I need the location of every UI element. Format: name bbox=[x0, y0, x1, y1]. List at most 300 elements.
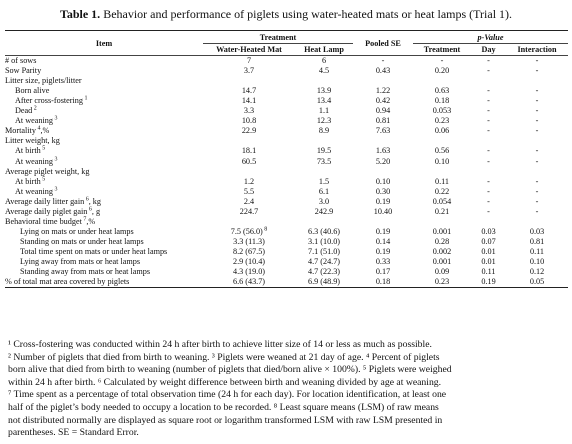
cell-pooled-se-value: 0.33 bbox=[375, 256, 391, 266]
cell-p-treatment-value: 0.10 bbox=[434, 156, 450, 166]
cell-p-treatment bbox=[413, 167, 471, 177]
cell-mat bbox=[203, 56, 295, 67]
cell-p-interaction-value: - bbox=[535, 106, 539, 116]
cell-pooled-se bbox=[353, 116, 413, 126]
cell-p-day-value: - bbox=[487, 56, 490, 66]
cell-p-treatment bbox=[413, 146, 471, 156]
cell-mat bbox=[203, 136, 295, 146]
row-label bbox=[5, 227, 203, 237]
cell-mat bbox=[203, 157, 295, 167]
cell-pooled-se-value: 0.19 bbox=[375, 226, 391, 236]
cell-mat-value: 224.7 bbox=[239, 206, 259, 216]
cell-mat-value: 7.5 (56.0) bbox=[230, 226, 263, 236]
row-label-text: Dead bbox=[15, 106, 33, 116]
cell-lamp bbox=[295, 76, 353, 86]
cell-pooled-se-value: 0.10 bbox=[375, 176, 391, 186]
row-label bbox=[5, 237, 203, 247]
table-row bbox=[5, 126, 568, 136]
cell-p-treatment-value: 0.18 bbox=[434, 96, 450, 106]
cell-p-day-value: 0.19 bbox=[481, 277, 496, 287]
row-label-text: Total time spent on mats or under heat lamps bbox=[20, 246, 168, 256]
row-label bbox=[5, 76, 203, 86]
cell-mat-value: 60.5 bbox=[241, 156, 257, 166]
row-label bbox=[5, 257, 203, 267]
cell-p-interaction-value: - bbox=[535, 186, 539, 196]
cell-p-interaction-value: - bbox=[535, 56, 539, 66]
cell-p-day bbox=[471, 257, 506, 267]
row-label-text: Average daily piglet gain bbox=[5, 206, 88, 216]
cell-pooled-se bbox=[353, 66, 413, 76]
cell-p-day bbox=[471, 207, 506, 217]
row-label bbox=[5, 116, 203, 126]
cell-mat-value: 22.9 bbox=[241, 126, 257, 136]
footnote-ref: 2 bbox=[32, 105, 37, 112]
cell-p-treatment-value: 0.11 bbox=[434, 176, 450, 186]
cell-mat-value: 18.1 bbox=[241, 146, 257, 156]
cell-p-interaction bbox=[506, 227, 568, 237]
cell-pooled-se-value: 0.19 bbox=[375, 196, 391, 206]
cell-mat bbox=[203, 257, 295, 267]
row-label bbox=[5, 187, 203, 197]
cell-lamp-value: 242.9 bbox=[314, 206, 334, 216]
cell-p-day bbox=[471, 277, 506, 288]
cell-lamp bbox=[295, 116, 353, 126]
cell-p-treatment bbox=[413, 106, 471, 116]
table-row bbox=[5, 247, 568, 257]
cell-p-day bbox=[471, 217, 506, 227]
cell-pooled-se-value: 0.14 bbox=[375, 236, 391, 246]
footnote-ref: 5 bbox=[40, 145, 46, 152]
row-label-text: At weaning bbox=[15, 186, 53, 196]
table-row bbox=[5, 86, 568, 96]
cell-mat-value: 2.9 (10.4) bbox=[232, 256, 266, 266]
header-mat: Water-Heated Mat bbox=[203, 44, 295, 56]
cell-p-treatment-value: 0.56 bbox=[434, 146, 450, 156]
table-row bbox=[5, 56, 568, 67]
row-label-suffix: , g bbox=[91, 206, 101, 216]
cell-p-day-value: - bbox=[487, 126, 490, 136]
cell-lamp bbox=[295, 197, 353, 207]
row-label bbox=[5, 177, 203, 187]
cell-mat bbox=[203, 247, 295, 257]
cell-mat-value: 6.6 (43.7) bbox=[232, 277, 266, 287]
header-row-1 bbox=[5, 31, 568, 44]
row-label-suffix: ,% bbox=[86, 216, 96, 226]
cell-pooled-se bbox=[353, 167, 413, 177]
table-row bbox=[5, 96, 568, 106]
row-label bbox=[5, 197, 203, 207]
cell-pooled-se bbox=[353, 227, 413, 237]
cell-p-day-value: - bbox=[487, 66, 490, 76]
cell-p-day bbox=[471, 267, 506, 277]
cell-lamp bbox=[295, 217, 353, 227]
cell-p-interaction bbox=[506, 157, 568, 167]
cell-p-interaction-value: - bbox=[535, 116, 539, 126]
row-label-text: Average piglet weight, kg bbox=[5, 166, 90, 176]
cell-p-treatment-value: 0.001 bbox=[432, 226, 452, 236]
footnote-line: not distributed normally are displayed as square root or logarithm transformed LSM with raw LSM presented in bbox=[8, 414, 443, 426]
cell-p-day bbox=[471, 66, 506, 76]
cell-p-treatment bbox=[413, 187, 471, 197]
cell-p-treatment bbox=[413, 207, 471, 217]
row-label-text: Born alive bbox=[15, 86, 50, 96]
cell-mat-value: 3.7 bbox=[243, 66, 255, 76]
cell-p-day-value: 0.01 bbox=[481, 246, 496, 256]
cell-lamp bbox=[295, 106, 353, 116]
footnote-ref: 1 bbox=[82, 95, 88, 102]
row-label-text: # of sows bbox=[5, 56, 37, 66]
footnote-ref: 3 bbox=[52, 155, 58, 162]
table-row bbox=[5, 257, 568, 267]
cell-lamp-value: 73.5 bbox=[316, 156, 332, 166]
row-label-text: Lying away from mats or heat lamps bbox=[20, 256, 141, 266]
cell-pooled-se bbox=[353, 267, 413, 277]
cell-p-interaction-value: - bbox=[535, 96, 539, 106]
cell-lamp-value: 19.5 bbox=[316, 146, 332, 156]
cell-p-interaction-value: - bbox=[535, 196, 539, 206]
cell-mat bbox=[203, 126, 295, 136]
cell-pooled-se-value: 0.18 bbox=[375, 277, 391, 287]
cell-p-treatment bbox=[413, 277, 471, 288]
header-pooled-se: Pooled SE bbox=[353, 31, 413, 56]
cell-mat-value: 4.3 (19.0) bbox=[232, 267, 266, 277]
cell-pooled-se-value: 5.20 bbox=[375, 156, 391, 166]
row-label bbox=[5, 56, 203, 67]
cell-pooled-se bbox=[353, 217, 413, 227]
cell-p-interaction-value: - bbox=[535, 176, 539, 186]
row-label bbox=[5, 217, 203, 227]
cell-mat-value: 5.5 bbox=[243, 186, 255, 196]
cell-p-treatment-value: 0.28 bbox=[434, 236, 450, 246]
cell-mat bbox=[203, 187, 295, 197]
cell-pooled-se bbox=[353, 126, 413, 136]
footnote-ref: 7 bbox=[81, 216, 87, 223]
cell-p-day bbox=[471, 197, 506, 207]
cell-lamp bbox=[295, 56, 353, 67]
cell-pooled-se-value: 7.63 bbox=[375, 126, 391, 136]
table-row bbox=[5, 177, 568, 187]
cell-mat bbox=[203, 106, 295, 116]
cell-mat-value: 3.3 (11.3) bbox=[233, 236, 265, 246]
table-row bbox=[5, 267, 568, 277]
cell-p-treatment-value: 0.09 bbox=[434, 267, 450, 277]
cell-lamp bbox=[295, 66, 353, 76]
cell-p-day-value: 0.03 bbox=[481, 226, 496, 236]
row-label bbox=[5, 106, 203, 116]
row-label bbox=[5, 66, 203, 76]
cell-p-interaction bbox=[506, 136, 568, 146]
header-p-interaction: Interaction bbox=[506, 44, 568, 56]
table-body bbox=[5, 56, 568, 288]
cell-p-interaction-value: - bbox=[535, 146, 539, 156]
cell-lamp bbox=[295, 267, 353, 277]
cell-p-day bbox=[471, 227, 506, 237]
table-row bbox=[5, 116, 568, 126]
cell-p-interaction bbox=[506, 96, 568, 106]
cell-p-day bbox=[471, 167, 506, 177]
table-row bbox=[5, 187, 568, 197]
cell-p-treatment bbox=[413, 267, 471, 277]
cell-p-day bbox=[471, 126, 506, 136]
footnote-ref: 4 bbox=[35, 125, 41, 132]
cell-p-interaction bbox=[506, 146, 568, 156]
cell-pooled-se-value: 10.40 bbox=[373, 206, 393, 216]
cell-pooled-se-value: 0.19 bbox=[375, 246, 391, 256]
cell-pooled-se-value: 0.94 bbox=[375, 106, 391, 116]
cell-pooled-se bbox=[353, 157, 413, 167]
cell-lamp bbox=[295, 277, 353, 288]
cell-p-day bbox=[471, 96, 506, 106]
row-label bbox=[5, 167, 203, 177]
header-p-day: Day bbox=[471, 44, 506, 56]
cell-lamp-value: 4.5 bbox=[318, 66, 330, 76]
cell-mat-value: 14.7 bbox=[241, 86, 257, 96]
footnote-line: ⁷ Time spent as a percentage of total observation time (24 h for each day). For location identification, at least one bbox=[8, 389, 447, 401]
cell-p-treatment bbox=[413, 56, 471, 67]
cell-lamp-value: 4.7 (24.7) bbox=[307, 256, 341, 266]
cell-p-day bbox=[471, 187, 506, 197]
cell-p-interaction bbox=[506, 116, 568, 126]
table-caption bbox=[0, 0, 572, 24]
cell-p-treatment-value: 0.23 bbox=[434, 116, 450, 126]
cell-p-treatment-value: 0.06 bbox=[434, 126, 450, 136]
cell-p-interaction bbox=[506, 66, 568, 76]
cell-p-interaction bbox=[506, 277, 568, 288]
footnote-line: within 24 h after birth. ⁶ Calculated by weight difference between birth and weaning divided by age at weaning. bbox=[8, 376, 442, 388]
cell-lamp bbox=[295, 177, 353, 187]
cell-p-interaction bbox=[506, 197, 568, 207]
row-label-text: Behavioral time budget bbox=[5, 216, 82, 226]
row-label-suffix: ,% bbox=[40, 126, 50, 136]
cell-lamp bbox=[295, 247, 353, 257]
cell-lamp-value: 7.1 (51.0) bbox=[307, 246, 341, 256]
cell-lamp-value: 6 bbox=[321, 56, 327, 66]
cell-lamp bbox=[295, 146, 353, 156]
cell-p-day-value: - bbox=[487, 206, 490, 216]
cell-p-day bbox=[471, 247, 506, 257]
cell-p-interaction bbox=[506, 267, 568, 277]
row-label-text: At birth bbox=[15, 176, 41, 186]
cell-p-interaction bbox=[506, 106, 568, 116]
cell-p-interaction bbox=[506, 76, 568, 86]
row-label-text: At weaning bbox=[15, 116, 53, 126]
cell-lamp bbox=[295, 257, 353, 267]
row-label-text: Litter size, piglets/litter bbox=[5, 76, 82, 86]
cell-p-treatment bbox=[413, 86, 471, 96]
cell-p-interaction-value: 0.03 bbox=[529, 226, 545, 236]
footnote-ref: 6 bbox=[84, 195, 89, 202]
table-row bbox=[5, 146, 568, 156]
cell-p-day bbox=[471, 116, 506, 126]
row-label bbox=[5, 247, 203, 257]
cell-p-day bbox=[471, 56, 506, 67]
cell-p-treatment bbox=[413, 126, 471, 136]
cell-pooled-se bbox=[353, 106, 413, 116]
cell-p-day-value: 0.11 bbox=[481, 267, 496, 277]
cell-pooled-se-value: 1.22 bbox=[375, 86, 391, 96]
cell-p-treatment-value: - bbox=[440, 56, 444, 66]
cell-lamp bbox=[295, 167, 353, 177]
footnote-ref: 3 bbox=[52, 115, 58, 122]
cell-lamp bbox=[295, 96, 353, 106]
cell-p-day-value: - bbox=[487, 86, 490, 96]
cell-pooled-se-value: 0.17 bbox=[375, 267, 391, 277]
row-label-text: % of total mat area covered by piglets bbox=[5, 277, 130, 287]
cell-pooled-se-value: 1.63 bbox=[375, 146, 391, 156]
row-label bbox=[5, 207, 203, 217]
cell-p-treatment bbox=[413, 76, 471, 86]
cell-p-day-value: - bbox=[487, 176, 490, 186]
cell-p-treatment bbox=[413, 237, 471, 247]
cell-p-interaction bbox=[506, 247, 568, 257]
cell-p-day-value: - bbox=[487, 196, 490, 206]
cell-mat-value: 10.8 bbox=[241, 116, 257, 126]
cell-pooled-se bbox=[353, 197, 413, 207]
cell-pooled-se-value: 0.30 bbox=[375, 186, 391, 196]
cell-lamp bbox=[295, 237, 353, 247]
cell-lamp bbox=[295, 136, 353, 146]
footnote-line: parentheses. SE = Standard Error. bbox=[8, 427, 139, 439]
cell-p-interaction bbox=[506, 126, 568, 136]
cell-p-day bbox=[471, 177, 506, 187]
table-row bbox=[5, 136, 568, 146]
cell-mat bbox=[203, 197, 295, 207]
cell-pooled-se bbox=[353, 277, 413, 288]
cell-p-treatment bbox=[413, 227, 471, 237]
cell-lamp-value: 1.1 bbox=[318, 106, 330, 116]
cell-lamp bbox=[295, 207, 353, 217]
cell-p-interaction-value: 0.11 bbox=[529, 246, 545, 256]
row-label bbox=[5, 277, 203, 288]
cell-p-treatment bbox=[413, 136, 471, 146]
footnote-line: half of the piglet’s body needed to occupy a location to be recorded. ⁸ Least square means (LSM) of raw means bbox=[8, 401, 439, 413]
cell-p-day bbox=[471, 76, 506, 86]
cell-lamp-value: 3.0 bbox=[318, 196, 330, 206]
header-lamp: Heat Lamp bbox=[295, 44, 353, 56]
cell-p-treatment-value: 0.001 bbox=[432, 256, 452, 266]
cell-p-interaction-value: 0.10 bbox=[529, 256, 545, 266]
cell-p-interaction bbox=[506, 177, 568, 187]
cell-mat-value: 2.4 bbox=[243, 196, 255, 206]
cell-p-interaction bbox=[506, 56, 568, 67]
header-pvalue bbox=[413, 31, 568, 44]
row-label-text: Standing away from mats or heat lamps bbox=[20, 267, 151, 277]
cell-pooled-se-value: 0.43 bbox=[375, 66, 391, 76]
cell-lamp-value: 6.9 (48.9) bbox=[307, 277, 341, 287]
cell-p-treatment-value: 0.23 bbox=[434, 277, 450, 287]
cell-p-day bbox=[471, 136, 506, 146]
cell-p-treatment bbox=[413, 197, 471, 207]
cell-p-day bbox=[471, 237, 506, 247]
cell-p-treatment bbox=[413, 66, 471, 76]
table-row bbox=[5, 237, 568, 247]
cell-p-interaction bbox=[506, 237, 568, 247]
row-label-suffix: , kg bbox=[88, 196, 101, 206]
cell-lamp bbox=[295, 86, 353, 96]
row-label-text: Average daily litter gain bbox=[5, 196, 85, 206]
cell-p-treatment-value: 0.20 bbox=[434, 66, 450, 76]
cell-pooled-se-value: 0.42 bbox=[375, 96, 391, 106]
row-label bbox=[5, 146, 203, 156]
cell-lamp-value: 13.4 bbox=[316, 96, 332, 106]
cell-pooled-se bbox=[353, 187, 413, 197]
cell-p-day-value: - bbox=[487, 156, 490, 166]
cell-mat-value: 1.2 bbox=[243, 176, 255, 186]
row-label-text: Mortality bbox=[5, 126, 36, 136]
cell-p-interaction-value: 0.05 bbox=[529, 277, 545, 287]
cell-pooled-se-value: - bbox=[381, 56, 385, 66]
cell-p-day bbox=[471, 86, 506, 96]
cell-p-treatment bbox=[413, 157, 471, 167]
cell-lamp bbox=[295, 157, 353, 167]
cell-mat bbox=[203, 116, 295, 126]
cell-p-interaction-value: - bbox=[535, 86, 539, 96]
cell-mat bbox=[203, 267, 295, 277]
cell-lamp-value: 3.1 (10.0) bbox=[307, 236, 341, 246]
row-label-text: At birth bbox=[15, 146, 41, 156]
footnote-ref: 5 bbox=[40, 175, 46, 182]
cell-p-treatment-value: 0.002 bbox=[432, 246, 452, 256]
cell-mat bbox=[203, 277, 295, 288]
row-label bbox=[5, 157, 203, 167]
cell-lamp-value: 6.1 bbox=[318, 186, 330, 196]
cell-pooled-se bbox=[353, 257, 413, 267]
cell-p-interaction bbox=[506, 187, 568, 197]
cell-mat bbox=[203, 207, 295, 217]
cell-p-day-value: 0.01 bbox=[481, 256, 496, 266]
cell-p-interaction-value: - bbox=[535, 206, 539, 216]
cell-mat bbox=[203, 177, 295, 187]
cell-p-treatment-value: 0.22 bbox=[434, 186, 450, 196]
header-p-treatment: Treatment bbox=[413, 44, 471, 56]
cell-p-day-value: - bbox=[487, 96, 490, 106]
table-footnotes bbox=[8, 339, 566, 440]
cell-p-treatment-value: 0.21 bbox=[434, 206, 450, 216]
table-row bbox=[5, 207, 568, 217]
cell-p-day-value: - bbox=[487, 106, 490, 116]
cell-p-interaction bbox=[506, 257, 568, 267]
cell-p-interaction bbox=[506, 217, 568, 227]
cell-pooled-se bbox=[353, 207, 413, 217]
cell-mat-value: 7 bbox=[246, 56, 252, 66]
cell-pooled-se-value: 0.81 bbox=[375, 116, 391, 126]
row-label-text: Sow Parity bbox=[5, 66, 42, 76]
footnote-ref: 6 bbox=[87, 206, 92, 213]
cell-lamp bbox=[295, 227, 353, 237]
cell-mat bbox=[203, 66, 295, 76]
cell-p-interaction-value: - bbox=[535, 126, 539, 136]
table-row bbox=[5, 66, 568, 76]
cell-mat bbox=[203, 237, 295, 247]
cell-lamp-value: 1.5 bbox=[318, 176, 330, 186]
cell-p-treatment-value: 0.053 bbox=[432, 106, 452, 116]
cell-p-treatment bbox=[413, 247, 471, 257]
row-label-text: Lying on mats or under heat lamps bbox=[20, 226, 134, 236]
cell-p-treatment-value: 0.054 bbox=[432, 196, 452, 206]
cell-mat-value: 14.1 bbox=[241, 96, 257, 106]
cell-p-interaction-value: 0.81 bbox=[529, 236, 545, 246]
cell-pooled-se bbox=[353, 146, 413, 156]
row-label bbox=[5, 86, 203, 96]
cell-mat bbox=[203, 86, 295, 96]
cell-p-day bbox=[471, 157, 506, 167]
cell-mat bbox=[203, 96, 295, 106]
cell-p-day-value: - bbox=[487, 116, 490, 126]
header-treatment-text: Treatment bbox=[259, 33, 297, 42]
row-label-text: At weaning bbox=[15, 156, 53, 166]
row-label-text: Litter weight, kg bbox=[5, 136, 60, 146]
cell-mat-value: 8.2 (67.5) bbox=[232, 246, 266, 256]
